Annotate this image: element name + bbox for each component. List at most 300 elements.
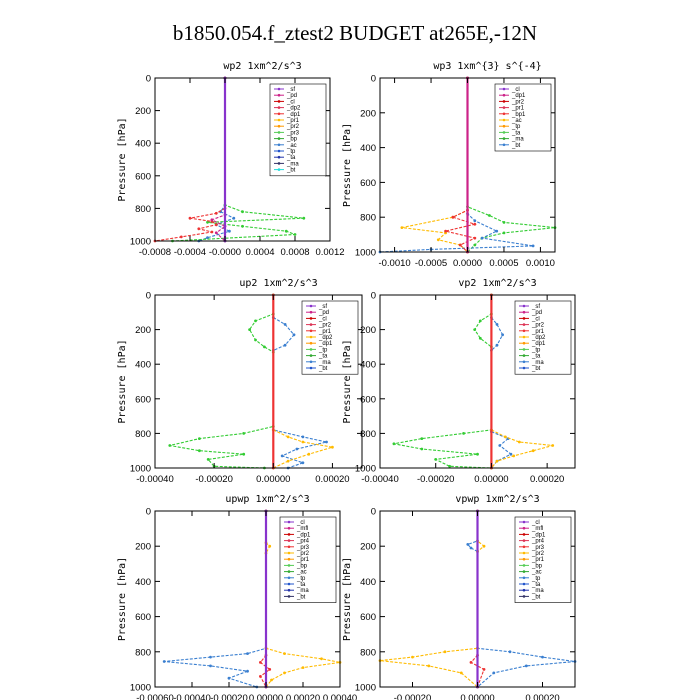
series-marker bbox=[504, 436, 507, 439]
panel-title: upwp 1xm^2/s^3 bbox=[225, 494, 310, 505]
legend-marker bbox=[503, 137, 506, 140]
y-axis-label: Pressure [hPa] bbox=[117, 339, 128, 424]
series-marker bbox=[287, 436, 290, 439]
y-tick-label: 200 bbox=[135, 541, 151, 553]
series-marker bbox=[473, 328, 476, 331]
legend-marker bbox=[503, 125, 506, 128]
series-marker bbox=[420, 437, 423, 440]
legend-entry: _ma bbox=[297, 588, 309, 595]
x-tick-label: -0.0004 bbox=[173, 247, 207, 258]
series-marker bbox=[510, 453, 513, 456]
x-tick-label: 0.0004 bbox=[245, 247, 275, 258]
series-marker bbox=[460, 672, 463, 675]
series-marker bbox=[393, 442, 396, 445]
series-marker bbox=[242, 453, 245, 456]
y-tick-label: 1000 bbox=[129, 463, 151, 475]
legend-entry: _pr1 bbox=[532, 328, 545, 335]
series-marker bbox=[302, 666, 305, 669]
series-marker bbox=[541, 656, 544, 659]
series-marker bbox=[215, 231, 218, 234]
legend-entry: _pr1 bbox=[297, 557, 310, 564]
legend-entry: _ta bbox=[532, 353, 541, 360]
series-marker bbox=[254, 320, 257, 323]
legend-marker bbox=[523, 570, 526, 573]
legend-marker bbox=[523, 558, 526, 561]
legend-entry: _pr2 bbox=[532, 322, 545, 329]
series-line bbox=[402, 78, 468, 252]
legend-marker bbox=[310, 361, 313, 364]
legend-entry: _pr2 bbox=[297, 551, 310, 557]
y-tick-label: 800 bbox=[360, 212, 376, 224]
series-marker bbox=[492, 672, 495, 675]
series-marker bbox=[503, 232, 506, 235]
series-marker bbox=[168, 444, 171, 447]
y-tick-label: 0 bbox=[145, 506, 151, 518]
legend-entry: _bt bbox=[532, 594, 541, 601]
legend-marker bbox=[523, 589, 526, 592]
x-tick-label: -0.00020 bbox=[210, 693, 248, 700]
x-tick-label: 0.0010 bbox=[525, 258, 555, 269]
x-tick-label: -0.0010 bbox=[378, 258, 411, 269]
legend-entry: _mfl bbox=[532, 526, 544, 533]
x-tick-label: -0.00040 bbox=[136, 474, 174, 485]
legend-entry: _sf bbox=[532, 304, 541, 310]
y-tick-label: 1000 bbox=[129, 682, 151, 694]
legend-marker bbox=[278, 119, 281, 122]
legend-entry: _mfl bbox=[297, 526, 309, 533]
legend-entry: _dp2 bbox=[287, 105, 301, 112]
legend-marker bbox=[288, 527, 291, 530]
panels bbox=[117, 61, 576, 700]
legend-entry: _pr1 bbox=[532, 557, 545, 564]
series-line bbox=[446, 78, 475, 252]
legend-marker bbox=[523, 305, 526, 308]
series-marker bbox=[331, 446, 334, 449]
legend-marker bbox=[503, 88, 506, 91]
legend-marker bbox=[503, 131, 506, 134]
legend-entry: _cl bbox=[287, 99, 295, 106]
y-tick-label: 0 bbox=[145, 73, 151, 85]
series-marker bbox=[211, 231, 214, 234]
y-tick-label: 200 bbox=[360, 541, 376, 553]
y-axis-label: Pressure [hPa] bbox=[342, 339, 353, 424]
legend-entry: _pd bbox=[532, 310, 543, 317]
panel-title: wp2 1xm^2/s^3 bbox=[223, 61, 302, 72]
series-marker bbox=[228, 677, 231, 680]
y-tick-label: 0 bbox=[370, 506, 376, 518]
series-marker bbox=[532, 449, 535, 452]
legend-marker bbox=[278, 88, 281, 91]
legend-marker bbox=[503, 106, 506, 109]
legend-marker bbox=[278, 168, 281, 171]
series-marker bbox=[242, 432, 245, 435]
x-tick-label: 0.0012 bbox=[315, 247, 345, 258]
legend-entry: _ma bbox=[287, 161, 299, 168]
y-tick-label: 0 bbox=[370, 290, 376, 302]
y-tick-label: 800 bbox=[360, 428, 376, 440]
series-marker bbox=[268, 668, 271, 671]
legend-marker bbox=[288, 577, 291, 580]
legend-marker bbox=[278, 100, 281, 103]
x-tick-label: -0.0008 bbox=[138, 247, 172, 258]
x-tick-label: 0.00040 bbox=[322, 693, 358, 700]
legend-entry: _tp bbox=[532, 575, 541, 582]
x-tick-label: 0.0000 bbox=[452, 258, 483, 269]
legend-entry: _pr2 bbox=[512, 99, 525, 106]
legend-marker bbox=[288, 552, 291, 555]
series-marker bbox=[462, 432, 465, 435]
legend-entry: _ta bbox=[532, 582, 541, 588]
legend-marker bbox=[503, 100, 506, 103]
series-marker bbox=[512, 455, 515, 458]
panel-4 bbox=[342, 278, 575, 485]
y-tick-label: 800 bbox=[135, 428, 151, 440]
series-marker bbox=[325, 441, 328, 444]
series-marker bbox=[498, 444, 501, 447]
y-tick-label: 400 bbox=[360, 359, 376, 371]
series-marker bbox=[437, 238, 440, 241]
y-tick-label: 400 bbox=[135, 138, 151, 150]
x-tick-label: 0.00000 bbox=[460, 693, 495, 700]
series-marker bbox=[270, 679, 273, 682]
series-line bbox=[155, 78, 225, 241]
legend-entry: _cl bbox=[512, 87, 520, 93]
series-marker bbox=[501, 333, 504, 336]
series-marker bbox=[434, 458, 437, 461]
legend-marker bbox=[523, 595, 526, 598]
series-marker bbox=[420, 448, 423, 451]
legend-entry: _pd bbox=[287, 93, 298, 100]
series-marker bbox=[268, 545, 271, 548]
legend-entry: _bt bbox=[297, 594, 306, 601]
series-marker bbox=[163, 660, 166, 663]
series-marker bbox=[470, 661, 473, 664]
legend-marker bbox=[310, 354, 313, 357]
legend-entry: _ma bbox=[532, 588, 544, 595]
y-tick-label: 600 bbox=[135, 394, 151, 406]
legend-marker bbox=[288, 558, 291, 561]
legend-entry: _ac bbox=[512, 118, 522, 124]
series-marker bbox=[189, 217, 192, 220]
legend-marker bbox=[523, 317, 526, 320]
series-marker bbox=[248, 328, 251, 331]
series-marker bbox=[197, 227, 200, 230]
legend-entry: _bt bbox=[532, 366, 541, 372]
x-tick-label: 0.00000 bbox=[256, 474, 291, 485]
panel-title: vpwp 1xm^2/s^3 bbox=[455, 494, 540, 505]
y-axis-label: Pressure [hPa] bbox=[117, 556, 128, 642]
series-line bbox=[199, 78, 234, 241]
series-marker bbox=[283, 652, 286, 655]
series-marker bbox=[246, 670, 249, 673]
y-tick-label: 400 bbox=[135, 359, 151, 371]
y-tick-label: 400 bbox=[360, 143, 376, 155]
x-tick-label: 0.00000 bbox=[474, 474, 509, 485]
series-marker bbox=[302, 441, 305, 444]
legend-marker bbox=[523, 311, 526, 314]
legend-entry: _tp bbox=[512, 124, 521, 131]
y-tick-label: 800 bbox=[135, 647, 151, 659]
series-marker bbox=[259, 675, 262, 678]
series-marker bbox=[293, 333, 296, 336]
series-marker bbox=[470, 547, 473, 550]
series-marker bbox=[198, 449, 201, 452]
series-marker bbox=[241, 210, 244, 213]
series-marker bbox=[479, 337, 482, 340]
legend-marker bbox=[310, 317, 313, 320]
series-marker bbox=[284, 344, 287, 347]
series-line bbox=[164, 511, 266, 687]
series-marker bbox=[476, 453, 479, 456]
legend-entry: _pr3 bbox=[287, 130, 300, 137]
legend-entry: _tp bbox=[532, 347, 541, 354]
legend-entry: _bp bbox=[287, 136, 298, 143]
legend-entry: _tp bbox=[297, 575, 306, 582]
legend-entry: _dp1 bbox=[512, 93, 526, 100]
x-tick-label: -0.00040 bbox=[361, 474, 399, 485]
series-marker bbox=[503, 221, 506, 224]
series-marker bbox=[254, 339, 257, 342]
legend-marker bbox=[288, 533, 291, 536]
series-marker bbox=[473, 244, 476, 247]
legend-entry: _ma bbox=[532, 359, 544, 366]
y-tick-label: 600 bbox=[135, 612, 151, 624]
x-tick-label: -0.00040 bbox=[173, 693, 211, 700]
y-tick-label: 200 bbox=[135, 106, 151, 118]
x-tick-label: 0.00000 bbox=[248, 693, 284, 700]
legend-marker bbox=[278, 125, 281, 128]
legend-entry: _cl bbox=[532, 316, 540, 323]
legend-marker bbox=[523, 361, 526, 364]
y-axis-label: Pressure [hPa] bbox=[342, 556, 353, 642]
legend-marker bbox=[503, 144, 506, 147]
series-marker bbox=[496, 344, 499, 347]
legend-entry: _pr4 bbox=[297, 538, 310, 545]
series-marker bbox=[296, 448, 299, 451]
panel-6 bbox=[342, 494, 576, 700]
series-marker bbox=[285, 230, 288, 233]
series-marker bbox=[518, 441, 521, 444]
legend-marker bbox=[310, 348, 313, 351]
legend-entry: _dp1 bbox=[532, 341, 546, 348]
panel-1 bbox=[117, 61, 345, 258]
legend-entry: _ma bbox=[319, 359, 331, 366]
series-marker bbox=[473, 219, 476, 222]
legend-entry: _ac bbox=[287, 142, 297, 149]
y-tick-label: 600 bbox=[360, 394, 376, 406]
legend-entry: _pr2 bbox=[319, 322, 332, 329]
series-line bbox=[394, 295, 492, 468]
series-marker bbox=[444, 230, 447, 233]
series-line bbox=[491, 295, 511, 468]
y-tick-label: 1000 bbox=[354, 247, 376, 259]
legend-marker bbox=[523, 583, 526, 586]
series-marker bbox=[241, 225, 244, 228]
y-axis-label: Pressure [hPa] bbox=[117, 117, 128, 202]
y-tick-label: 200 bbox=[135, 325, 151, 337]
y-tick-label: 200 bbox=[360, 325, 376, 337]
legend-marker bbox=[523, 342, 526, 345]
legend-entry: _cl bbox=[297, 520, 305, 526]
series-marker bbox=[452, 216, 455, 219]
series-marker bbox=[209, 665, 212, 668]
legend-entry: _tp bbox=[319, 347, 328, 354]
legend-marker bbox=[288, 521, 291, 524]
legend-entry: _bp bbox=[297, 563, 308, 570]
series-marker bbox=[483, 545, 486, 548]
legend-entry: _ac bbox=[297, 569, 307, 576]
legend-marker bbox=[278, 137, 281, 140]
legend-entry: _dp1 bbox=[287, 111, 301, 118]
y-tick-label: 600 bbox=[360, 177, 376, 189]
legend-marker bbox=[523, 564, 526, 567]
y-tick-label: 600 bbox=[135, 171, 151, 183]
x-tick-label: -0.00020 bbox=[393, 693, 432, 700]
series-marker bbox=[496, 460, 499, 463]
series-line bbox=[380, 511, 484, 687]
x-tick-label: -0.0000 bbox=[208, 247, 242, 258]
legend-marker bbox=[503, 119, 506, 122]
series-marker bbox=[284, 323, 287, 326]
legend-marker bbox=[523, 354, 526, 357]
legend-marker bbox=[288, 583, 291, 586]
legend-entry: _tp bbox=[287, 149, 296, 155]
legend-entry: _pr1 bbox=[319, 328, 332, 335]
x-tick-label: -0.00020 bbox=[416, 474, 455, 485]
legend-entry: _bt bbox=[512, 142, 521, 149]
x-tick-label: 0.0008 bbox=[280, 247, 310, 258]
legend-entry: _dp1 bbox=[532, 532, 546, 539]
legend-entry: _dp1 bbox=[297, 532, 311, 539]
series-marker bbox=[287, 460, 290, 463]
series-marker bbox=[294, 233, 297, 236]
series-marker bbox=[302, 436, 305, 439]
legend-marker bbox=[523, 546, 526, 549]
legend-marker bbox=[523, 539, 526, 542]
legend-marker bbox=[523, 336, 526, 339]
series-marker bbox=[283, 672, 286, 675]
legend-marker bbox=[288, 539, 291, 542]
legend-entry: _bt bbox=[319, 366, 328, 372]
legend-entry: _pr2 bbox=[532, 551, 545, 557]
legend-marker bbox=[523, 533, 526, 536]
y-tick-label: 200 bbox=[360, 108, 376, 120]
y-tick-label: 800 bbox=[360, 647, 376, 659]
legend-entry: _dp2 bbox=[319, 335, 333, 341]
series-marker bbox=[509, 650, 512, 653]
series-marker bbox=[302, 461, 305, 464]
legend-entry: _pr3 bbox=[297, 544, 310, 551]
legend-entry: _cl bbox=[319, 316, 327, 323]
legend-entry: _ta bbox=[512, 130, 521, 137]
series-marker bbox=[302, 217, 305, 220]
panel-title: vp2 1xm^2/s^3 bbox=[458, 278, 537, 289]
legend-entry: _ta bbox=[287, 155, 296, 162]
x-tick-label: 0.00020 bbox=[525, 693, 560, 700]
legend-marker bbox=[523, 367, 526, 370]
x-tick-label: 0.0005 bbox=[489, 258, 519, 269]
series-marker bbox=[246, 652, 249, 655]
series-marker bbox=[198, 437, 201, 440]
series-line bbox=[170, 295, 273, 468]
x-tick-label: 0.00020 bbox=[315, 474, 350, 485]
figure-title: b1850.054.f_ztest2 BUDGET at265E,-12N bbox=[172, 21, 538, 45]
legend-marker bbox=[288, 570, 291, 573]
series-marker bbox=[496, 323, 499, 326]
panel-title: up2 1xm^2/s^3 bbox=[239, 278, 318, 289]
legend-entry: _bp1 bbox=[512, 111, 526, 118]
legend-marker bbox=[288, 589, 291, 592]
legend-marker bbox=[278, 156, 281, 159]
legend-marker bbox=[288, 564, 291, 567]
panel-2 bbox=[342, 61, 556, 269]
series-marker bbox=[180, 236, 183, 239]
series-marker bbox=[473, 237, 476, 240]
series-marker bbox=[209, 656, 212, 659]
legend-marker bbox=[523, 323, 526, 326]
series-marker bbox=[473, 223, 476, 226]
x-tick-label: -0.0005 bbox=[414, 258, 448, 269]
legend-marker bbox=[278, 162, 281, 165]
legend-entry: _pr1 bbox=[287, 118, 300, 124]
y-tick-label: 600 bbox=[360, 612, 376, 624]
legend-entry: _ma bbox=[512, 136, 524, 143]
series-marker bbox=[207, 458, 210, 461]
series-marker bbox=[459, 244, 462, 247]
legend-entry: _sf bbox=[287, 87, 296, 93]
series-line bbox=[212, 78, 225, 241]
y-axis-label: Pressure [hPa] bbox=[342, 122, 353, 208]
legend-marker bbox=[310, 367, 313, 370]
panel-3 bbox=[117, 278, 362, 485]
y-tick-label: 1000 bbox=[354, 682, 376, 694]
series-marker bbox=[281, 455, 284, 458]
x-tick-label: -0.00060 bbox=[136, 693, 174, 700]
series-marker bbox=[307, 453, 310, 456]
legend-entry: _pr2 bbox=[287, 124, 300, 131]
legend-marker bbox=[523, 330, 526, 333]
series-marker bbox=[215, 223, 218, 226]
legend-entry: _ta bbox=[297, 582, 306, 588]
series-marker bbox=[466, 543, 469, 546]
series-marker bbox=[495, 230, 498, 233]
legend-marker bbox=[523, 552, 526, 555]
series-marker bbox=[448, 465, 451, 468]
series-marker bbox=[211, 218, 214, 221]
legend-marker bbox=[503, 94, 506, 97]
legend-marker bbox=[278, 131, 281, 134]
legend-entry: _ta bbox=[319, 353, 328, 360]
legend-marker bbox=[278, 144, 281, 147]
legend-entry: _bp bbox=[532, 563, 543, 570]
legend-marker bbox=[310, 311, 313, 314]
series-marker bbox=[232, 217, 235, 220]
legend-marker bbox=[523, 521, 526, 524]
legend-marker bbox=[310, 336, 313, 339]
y-tick-label: 1000 bbox=[354, 463, 376, 475]
series-marker bbox=[263, 346, 266, 349]
y-tick-label: 800 bbox=[135, 203, 151, 215]
legend-entry: _dp1 bbox=[319, 341, 333, 348]
legend-marker bbox=[523, 527, 526, 530]
x-tick-label: 0.00020 bbox=[285, 693, 321, 700]
series-marker bbox=[320, 657, 323, 660]
x-tick-label: 0.00020 bbox=[529, 474, 565, 485]
legend-marker bbox=[310, 305, 313, 308]
series-marker bbox=[228, 230, 231, 233]
legend-marker bbox=[278, 150, 281, 153]
series-marker bbox=[532, 245, 535, 248]
